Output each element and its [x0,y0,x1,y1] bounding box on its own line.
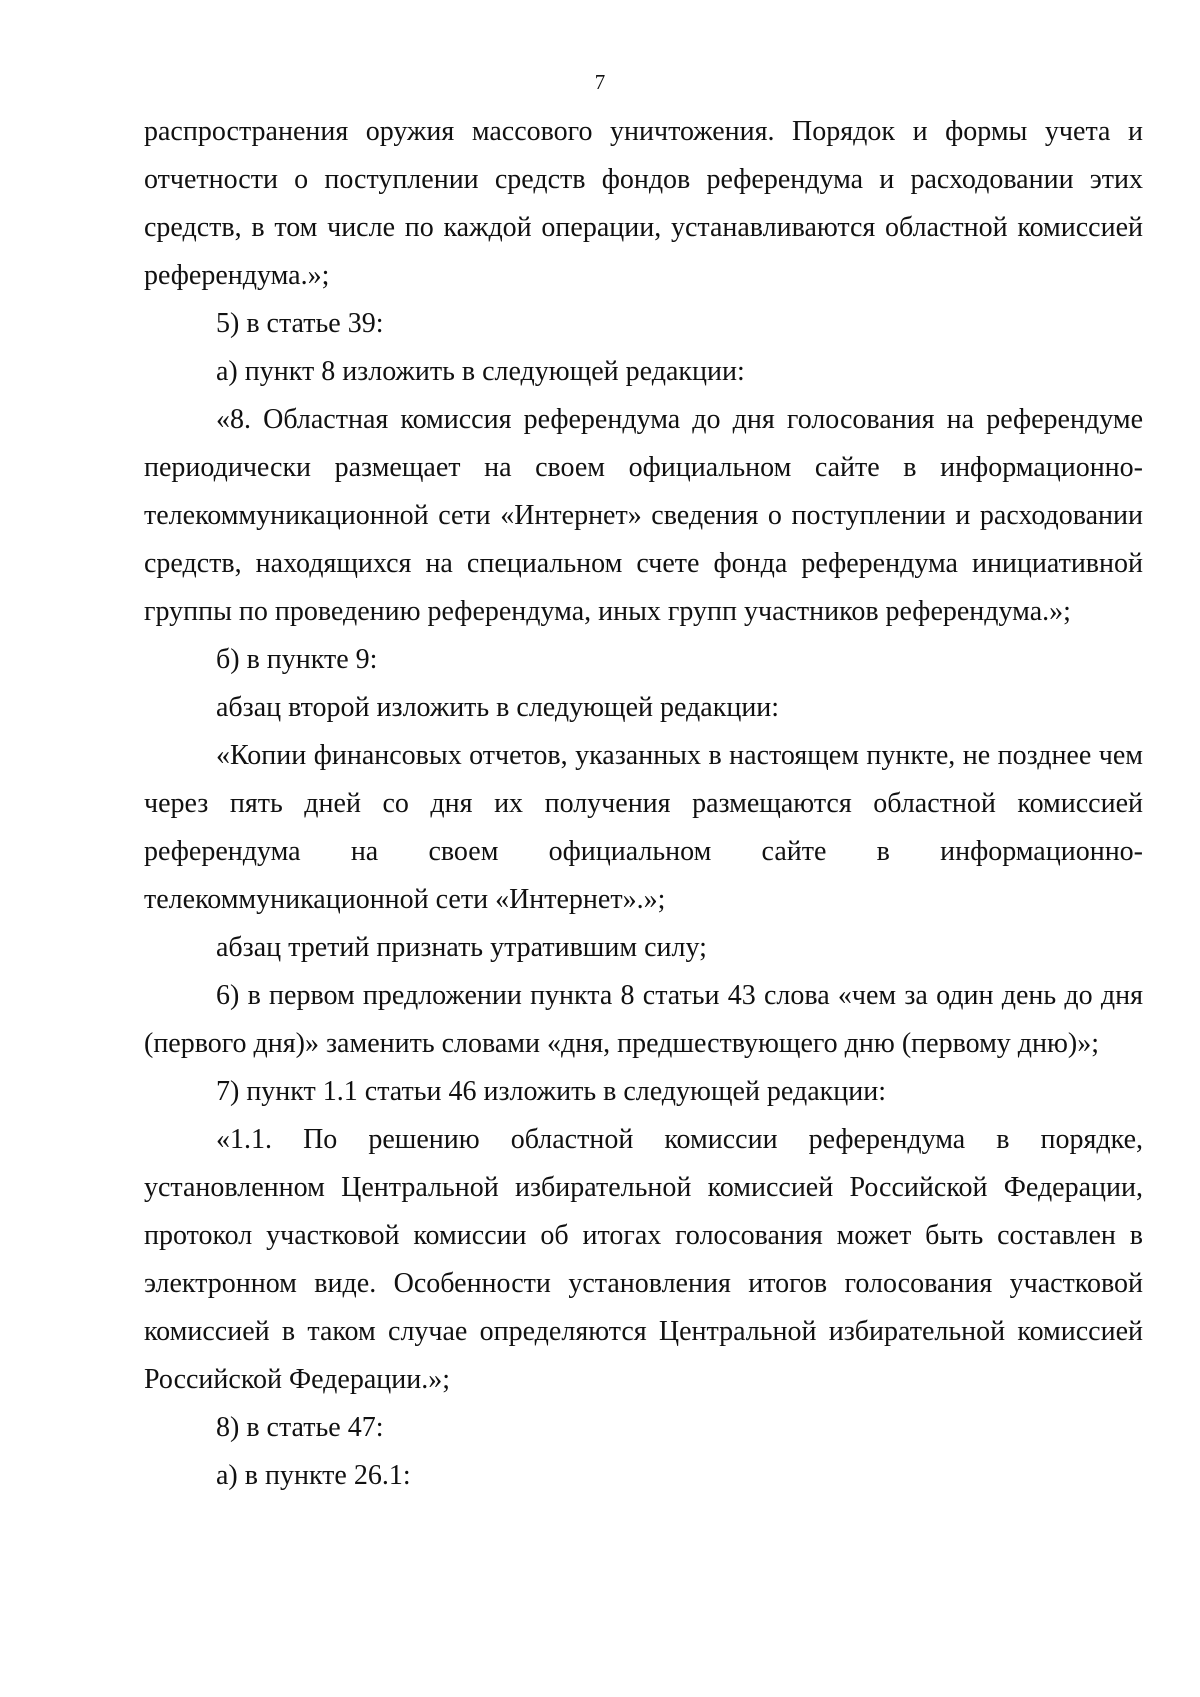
paragraph-item-8: 8) в статье 47: [216,1412,384,1443]
paragraph-item-7: 7) пункт 1.1 статьи 46 изложить в следующей редакции: [216,1076,887,1107]
paragraph-subitem-b: б) в пункте 9: [216,644,378,675]
paragraph-item-6: 6) в первом предложении пункта 8 статьи 43 слова «чем за один день до дня (первого дня)» заменить словами «дня, предшествующего дню (первому дню)»; [144,980,1143,1059]
paragraph-item-5: 5) в статье 39: [216,308,384,339]
document-body [144,108,1143,1500]
paragraph-quote-point-8: «8. Областная комиссия референдума до дня голосования на референдуме периодически размещает на своем официальном сайте в информационно-телекоммуникационной сети «Интернет» сведения о поступлении и расходовании средств, находящихся на специальном счете фонда референдума инициативной группы по проведению референдума, иных групп участников референдума.»; [144,404,1143,627]
paragraph-subitem-a: а) пункт 8 изложить в следующей редакции: [216,356,745,387]
page-number: 7 [594,70,606,94]
paragraph-quote-copies: «Копии финансовых отчетов, указанных в настоящем пункте, не позднее чем через пять дней со дня их получения размещаются областной комиссией референдума на своем официальном сайте в информационно-телекоммуникационной сети «Интернет».»; [144,740,1143,915]
paragraph-second-abzac: абзац второй изложить в следующей редакции: [216,692,780,723]
paragraph-quote-point-1-1: «1.1. По решению областной комиссии референдума в порядке, установленном Центральной избирательной комиссией Российской Федерации, протокол участковой комиссии об итогах голосования может быть составлен в электронном виде. Особенности установления итогов голосования участковой комиссией в таком случае определяются Центральной избирательной комиссией Российской Федерации.»; [144,1124,1143,1395]
paragraph-subitem-a-26-1: а) в пункте 26.1: [216,1460,411,1491]
paragraph-continuation: распространения оружия массового уничтожения. Порядок и формы учета и отчетности о поступлении средств фондов референдума и расходовании этих средств, в том числе по каждой операции, устанавливаются областной комиссией референдума.»; [144,116,1143,291]
paragraph-third-abzac: абзац третий признать утратившим силу; [216,932,707,963]
